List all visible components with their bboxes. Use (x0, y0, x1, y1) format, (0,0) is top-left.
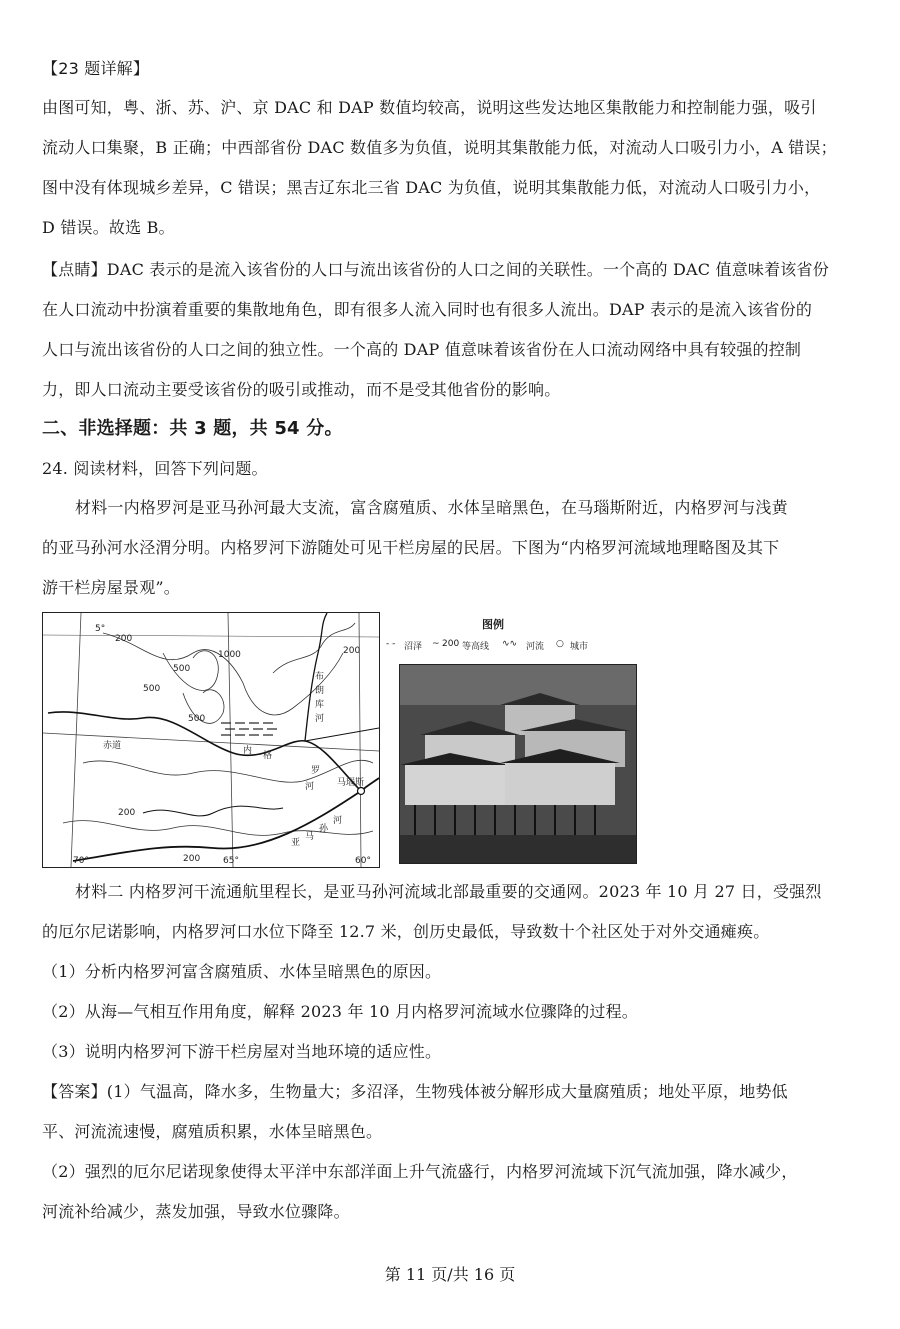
city-label: 马瑙斯 (337, 778, 365, 788)
legend-city-label: 城市 (570, 642, 589, 652)
legend-contour-value: 200 (442, 639, 460, 649)
river-legend-icon: ∿∿ (502, 639, 518, 649)
page-number-footer: 第 11 页/共 16 页 (384, 1265, 516, 1284)
contour-line (163, 651, 218, 691)
answer-line: （2）强烈的厄尔尼诺现象使得太平洋中东部洋面上升气流盛行，内格罗河流域下沉气流加强，降水减少， (42, 1162, 798, 1181)
paragraph-line: 图中没有体现城乡差异，C 错误；黑吉辽东北三省 DAC 为负值，说明其集散能力低，对流动人口吸引力小， (42, 178, 821, 197)
legend-swamp-label: 沼泽 (404, 642, 423, 652)
material-one-line: 游干栏房屋景观”。 (42, 578, 180, 597)
material-two-line: 材料二 内格罗河干流通航里程长，是亚马孙河流域北部最重要的交通网。2023 年 10 月 27 日，受强烈 (75, 882, 822, 901)
manaus-city-symbol (358, 788, 365, 795)
swamp-legend-icon: - - (386, 639, 396, 649)
contour-label: 200 (183, 854, 201, 864)
answer-line: 平、河流流速慢，腐殖质积累，水体呈暗黑色。 (42, 1122, 383, 1141)
river-label: 朗 (315, 686, 325, 696)
latitude-label: 5° (95, 624, 106, 634)
river-label: 河 (315, 714, 325, 724)
map-legend (384, 612, 642, 662)
pointer-line (305, 728, 379, 741)
tributary-river (143, 806, 283, 816)
river-label: 罗 (311, 766, 321, 776)
contour-line (103, 633, 343, 715)
material-one-line: 的亚马孙河水泾渭分明。内格罗河下游随处可见干栏房屋的民居。下图为“内格罗河流域地理略图及其下 (42, 538, 780, 557)
map-graphic (43, 613, 379, 867)
longitude-label: 60° (355, 856, 371, 866)
contour-label: 1000 (218, 650, 241, 660)
tip-paragraph-line: 人口与流出该省份的人口之间的独立性。一个高的 DAP 值意味着该省份在人口流动网络中具有较强的控制 (42, 340, 802, 359)
stilt-house-photo (399, 664, 637, 864)
paragraph-line: D 错误。故选 B。 (42, 218, 175, 237)
river-label: 内 (243, 746, 253, 756)
answer-line: 【答案】(1）气温高，降水多，生物量大；多沼泽，生物残体被分解形成大量腐殖质；地处平原，地势低 (42, 1082, 788, 1101)
sub-question-1: （1）分析内格罗河富含腐殖质、水体呈暗黑色的原因。 (42, 962, 442, 981)
contour-label: 500 (188, 714, 206, 724)
question-stem: 24. 阅读材料，回答下列问题。 (42, 459, 268, 478)
river-label: 孙 (319, 824, 329, 834)
paragraph-line: 由图可知，粤、浙、苏、沪、京 DAC 和 DAP 数值均较高，说明这些发达地区集散能力和控制能力强，吸引 (42, 98, 817, 117)
tip-paragraph-line: 【点睛】DAC 表示的是流入该省份的人口与流出该省份的人口之间的关联性。一个高的 DAC 值意味着该省份 (42, 260, 829, 279)
longitude-label: 65° (223, 856, 239, 866)
legend-river-label: 河流 (526, 642, 545, 652)
river-label: 格 (263, 751, 273, 761)
contour-label: 500 (173, 664, 191, 674)
contour-label: 500 (143, 684, 161, 694)
contour-label: 200 (115, 634, 133, 644)
contour-label: 200 (118, 808, 136, 818)
tip-paragraph-line: 在人口流动中扮演着重要的集散地角色，即有很多人流入同时也有很多人流出。DAP 表示的是流入该省份的 (42, 300, 813, 319)
meridian-70 (71, 613, 81, 867)
paragraph-line: 流动人口集聚，B 正确；中西部省份 DAC 数值多为负值，说明其集散能力低，对流动人口吸引力小，A 错误； (42, 138, 837, 157)
legend-contour-label: 等高线 (462, 642, 490, 652)
river-basin-map (42, 612, 380, 868)
material-two-line: 的厄尔尼诺影响，内格罗河口水位下降至 12.7 米，创历史最低，导致数十个社区处于对外交通瘫痪。 (42, 922, 770, 941)
river-label: 库 (315, 700, 325, 710)
answer-line: 河流补给减少，蒸发加强，导致水位骤降。 (42, 1202, 350, 1221)
section-heading-23: 【23 题详解】 (42, 59, 150, 78)
river-label: 河 (333, 816, 343, 826)
river-label: 亚 (291, 838, 301, 848)
river-label: 河 (305, 782, 315, 792)
equator-label: 赤道 (103, 741, 122, 751)
figure-map-and-photo (42, 612, 642, 870)
swamp-symbol (221, 723, 277, 735)
sub-question-3: （3）说明内格罗河下游干栏房屋对当地环境的适应性。 (42, 1042, 442, 1061)
material-one-line: 材料一内格罗河是亚马孙河最大支流，富含腐殖质、水体呈暗黑色，在马瑙斯附近，内格罗河与浅黄 (75, 498, 788, 517)
sub-question-2: （2）从海—气相互作用角度，解释 2023 年 10 月内格罗河流域水位骤降的过程。 (42, 1002, 639, 1021)
contour-legend-icon: ~ (432, 639, 440, 649)
longitude-label: 70° (73, 856, 89, 866)
section-title: 二、非选择题：共 3 题，共 54 分。 (42, 418, 343, 439)
legend-items (384, 636, 642, 654)
contour-line (83, 760, 373, 782)
tip-paragraph-line: 力，即人口流动主要受该省份的吸引或推动，而不是受其他省份的影响。 (42, 380, 561, 399)
photo-graphic (400, 665, 636, 863)
river-label: 马 (305, 832, 315, 842)
river-label: 布 (315, 672, 325, 682)
city-legend-icon: ○ (556, 639, 564, 649)
legend-title: 图例 (482, 618, 504, 631)
contour-label: 200 (343, 646, 361, 656)
